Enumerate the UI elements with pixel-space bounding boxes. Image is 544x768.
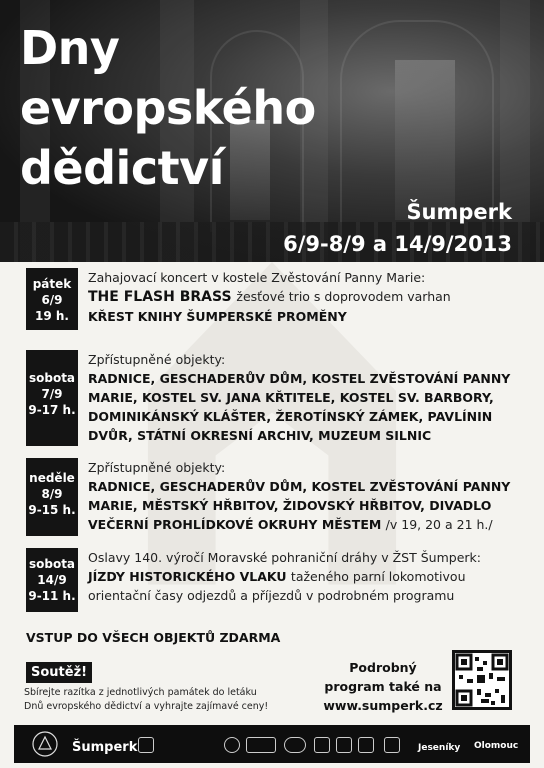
event-time: 19 h. <box>35 309 69 323</box>
event-intro: Zahajovací koncert v kostele Zvěstování Panny Marie: <box>88 270 426 285</box>
event-intro: Zpřístupněné objekty: <box>88 352 226 367</box>
event-day: sobota <box>28 371 76 385</box>
event-headline: JÍZDY HISTORICKÉHO VLAKU <box>88 569 287 584</box>
sponsor-logo-icon <box>314 737 330 753</box>
event-day: pátek <box>32 277 72 291</box>
city-name: Šumperk <box>406 200 512 224</box>
event-date: 14/9 <box>37 573 67 587</box>
event-intro: Oslavy 140. výročí Moravské pohraniční dráhy v ŽST Šumperk: <box>88 550 481 565</box>
venue-line: DOMINIKÁNSKÝ KLÁŠTER, ŽEROTÍNSKÝ ZÁMEK, PAVLÍNIN <box>88 409 493 424</box>
sponsor-logo-icon <box>336 737 352 753</box>
event-date-badge <box>26 350 78 446</box>
olomouc-logo: Olomouc <box>474 741 519 751</box>
page-title <box>20 18 316 198</box>
event-date-badge <box>26 548 78 612</box>
venue-line: MARIE, KOSTEL SV. JANA KŘTITELE, KOSTEL SV. BARBORY, <box>88 390 494 405</box>
sponsor-bar <box>14 725 530 763</box>
sponsor-logo-icon <box>358 737 374 753</box>
venue-line: DVŮR, STÁTNÍ OKRESNÍ ARCHIV, MUZEUM SILNIC <box>88 428 432 443</box>
event-date-badge <box>26 458 78 536</box>
cd-rail-logo-icon <box>284 737 306 753</box>
eye-logo-icon <box>224 737 240 753</box>
coat-of-arms-icon <box>138 737 154 753</box>
venue-line: RADNICE, GESCHADERŮV DŮM, KOSTEL ZVĚSTOVÁNÍ PANNY <box>88 479 511 494</box>
event-day: neděle <box>29 471 75 485</box>
title-line: evropského <box>20 81 316 135</box>
sumperk-logo: Šumperk <box>72 740 138 755</box>
jeseniky-logo: Jeseníky <box>418 743 461 753</box>
qr-code-pattern <box>455 653 509 707</box>
event-headline: THE FLASH BRASS <box>88 289 232 305</box>
program-url[interactable]: www.sumperk.cz <box>323 698 443 713</box>
event-dates: 6/9-8/9 a 14/9/2013 <box>283 232 512 256</box>
title-line: Dny <box>20 21 120 75</box>
event-detail: orientační časy odjezdů a příjezdů v podrobném programu <box>88 588 455 603</box>
event-date: 6/9 <box>41 293 63 307</box>
event-date-badge <box>26 268 78 330</box>
event-detail: taženého parní lokomotivou <box>290 569 466 584</box>
qr-code[interactable] <box>452 650 512 710</box>
contest-line: Dnů evropského dědictví a vyhrajte zajímavé ceny! <box>24 701 269 712</box>
event-date: 8/9 <box>41 487 63 501</box>
venue-line: RADNICE, GESCHADERŮV DŮM, KOSTEL ZVĚSTOVÁNÍ PANNY <box>88 371 511 386</box>
event-time: 9-17 h. <box>28 403 76 417</box>
contest-line: Sbírejte razítka z jednotlivých památek do letáku <box>24 687 257 698</box>
sponsor-logo-icon <box>384 737 400 753</box>
contest-description <box>24 686 268 714</box>
event-time: 9-11 h. <box>28 589 76 603</box>
event-date: 7/9 <box>41 387 63 401</box>
event-headline: KŘEST KNIHY ŠUMPERSKÉ PROMĚNY <box>88 309 347 324</box>
event-time: 9-15 h. <box>28 503 76 517</box>
contest-badge: Soutěž! <box>26 662 92 683</box>
event-headline: VEČERNÍ PROHLÍDKOVÉ OKRUHY MĚSTEM <box>88 517 382 532</box>
emblem-icon <box>30 729 60 759</box>
title-line: dědictví <box>20 141 224 195</box>
event-day: sobota <box>28 557 76 571</box>
museum-logo-icon <box>246 737 276 753</box>
program-line: Podrobný <box>349 660 417 675</box>
free-entry-note: VSTUP DO VŠECH OBJEKTŮ ZDARMA <box>26 630 281 645</box>
program-line: program také na <box>324 679 442 694</box>
venue-line: MARIE, MĚSTSKÝ HŘBITOV, ŽIDOVSKÝ HŘBITOV, DIVADLO <box>88 498 492 513</box>
event-intro: Zpřístupněné objekty: <box>88 460 226 475</box>
program-info <box>322 658 444 715</box>
event-detail: /v 19, 20 a 21 h./ <box>385 517 493 532</box>
event-detail: žesťové trio s doprovodem varhan <box>236 289 451 304</box>
